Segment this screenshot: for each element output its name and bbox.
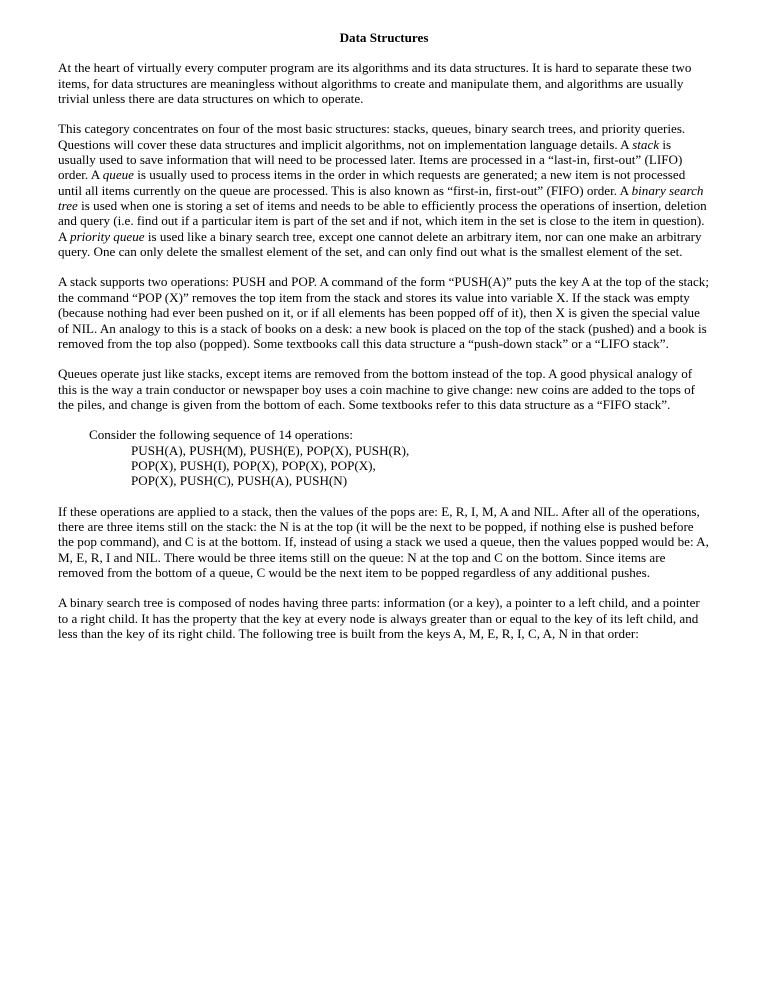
example-intro: Consider the following sequence of 14 operations: — [89, 427, 353, 443]
example-block — [89, 427, 710, 488]
text-run: is used when one is storing a set of items and needs to be able to efficiently process the operations of insertion, deletion and query (i.e. find out if a particular item is part of the set and if not, which item in the set is close to the item in question). A — [58, 198, 707, 244]
bst-paragraph: A binary search tree is composed of nodes having three parts: information (or a key), a pointer to a left child, and a pointer to a right child. It has the property that the key at every node is always greater than or equal to the key of its left child, and less than the key of its right child. The following tree is built from the keys A, M, E, R, I, C, A, N in that order: — [58, 595, 700, 641]
document-title: Data Structures — [339, 30, 429, 45]
term-priority-queue: priority queue — [70, 228, 145, 244]
term-binary-search-tree: binary search tree — [58, 182, 704, 214]
example-line: POP(X), PUSH(I), POP(X), POP(X), POP(X), — [131, 457, 376, 473]
term-queue: queue — [102, 167, 134, 183]
intro-paragraph: At the heart of virtually every computer program are its algorithms and its data structures. It is hard to separate these two items, for data structures are meaningless without algorithms to create and manipulate them, and algorithms are usually trivial unless there are data structures on which to operate. — [58, 60, 692, 107]
text-run: is used like a binary search tree, except one cannot delete an arbitrary item, nor can one make an arbitrary query. One can only delete the smallest element of the set, and can only find out what is the smallest element of the set. — [58, 228, 702, 260]
text-run: is usually used to save information that will need to be processed later. Items are processed in a “last-in, first-out” (LIFO) order. A — [58, 136, 683, 183]
stack-paragraph: A stack supports two operations: PUSH and POP. A command of the form “PUSH(A)” puts the key A at the top of the stack; the command “POP (X)” removes the top item from the stack and stores its value into variable X. If the stack was empty (because nothing had ever been pushed on it, or if all elements has been popped off of it), then X is given the special value of NIL. An analogy to this is a stack of books on a desk: a new book is placed on the top of the stack (pushed) and a book is removed from the top also (popped). Some textbooks call this data structure a “push-down stack” or a “LIFO stack”. — [58, 274, 709, 351]
text-run: is usually used to process items in the order in which requests are generated; a new item is not processed until all items currently on the queue are processed. This is also known as “first-in, first-out” (FIFO) order. A — [58, 167, 686, 198]
result-paragraph: If these operations are applied to a stack, then the values of the pops are: E, R, I, M, A and NIL. After all of the operations, there are three items still on the stack: the N is at the top (it will be the next to be popped, if nothing else is pushed before the pop command), and C is at the bottom. If, instead of using a stack we used a queue, then the values popped would be: A, M, E, R, I and NIL. There would be three items still on the queue: N at the top and C on the bottom. Since items are removed from the bottom of a queue, C would be the next item to be popped regardless of any additional pushes. — [58, 503, 709, 580]
example-line: POP(X), PUSH(C), PUSH(A), PUSH(N) — [131, 473, 348, 489]
text-run: This category concentrates on four of the most basic structures: stacks, queues, binary search trees, and priority queries. Questions will cover these data structures and implicit algorithms, not on implementation language details. A — [58, 121, 686, 152]
example-line: PUSH(A), PUSH(M), PUSH(E), POP(X), PUSH(R), — [131, 442, 410, 458]
term-stack: stack — [632, 136, 660, 152]
queue-paragraph: Queues operate just like stacks, except items are removed from the bottom instead of the top. A good physical analogy of this is the way a train conductor or newspaper boy uses a coin machine to give change: new coins are added to the tops of the piles, and change is given from the bottom of each. Some textbooks refer to this data structure as a “FIFO stack”. — [58, 366, 696, 412]
category-paragraph — [58, 121, 710, 259]
